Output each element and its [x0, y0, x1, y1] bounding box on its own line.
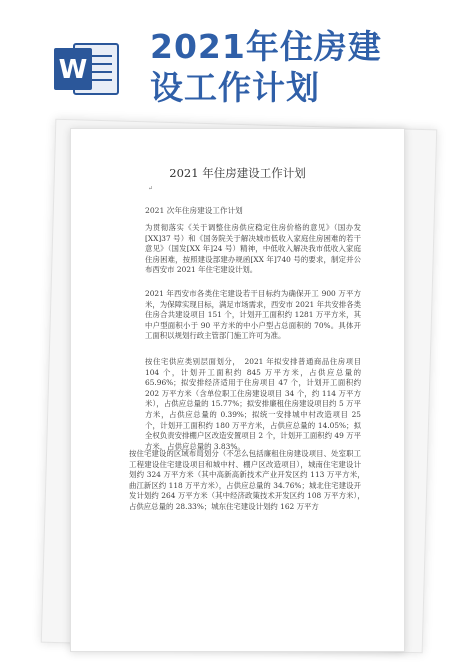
document-title: 2021 年住房建设工作计划 [169, 166, 306, 180]
banner-title [150, 26, 450, 108]
paragraph: 按住宅建设的区域布局划分（不怎么包括廉租住房建设项目、处室职工工程建设住宅建设项目和城中村、棚户区改造项目），城南住宅建设计划约 324 万平方米（其中高新高新技术产业开发区约 113 万平方米， 曲江新区约 118 万平方米），占供应总量的 34.76%；城北住宅建设开发计划约 264 万平方米（其中经济政策技术开发区约 108 万平方米）， 占供应总量的 28.33%；城东住宅建设计划约 162 万平方 [129, 449, 369, 511]
paragraph-mark-icon: ↵ [148, 185, 154, 192]
banner-title-line1: 2021年住房建 [150, 27, 382, 66]
paragraph: 按住宅供应类别层面划分， 2021 年拟安排普通商品住房项目 104 个，计划开工面积约 845 万平方米，占供应总量的 65.96%；拟安排经济适用于住房项目 47 个，计划开工面积约 202 万平方米（含单位职工住房建设项目 34 个，约 114 万平方米），占供应总量的 15.77%；拟安排廉租住房建设项目约 5 万平方米，占供应总量的 0.39%；拟统一安排城中村改造项目 25 个，计划开工面积约 180 万平方米，占供应总量的 14.05%；拟全权负责安排棚户区改造安置项目 2 个，计划开工面积约 49 万平方米，占供应总量的 3.83%。 [145, 357, 361, 451]
svg-text:W: W [58, 55, 88, 85]
paragraph: 2021 年西安市各类住宅建设若干目标约为确保开工 900 万平方米，为保障实现目标，满足市场需求，西安市 2021 年共安排各类住房合共建设项目 151 个，计划开工面积约 1281 万平方米，其中户型面积小于 90 平方米的中小户型占总面积的 70%。具体开工面积以规划行政主管部门施工许可为准。 [145, 289, 361, 341]
paragraph: 为贯彻落实《关于调整住房供应稳定住房价格的意见》（国办发[XX]37 号）和《国务院关于解决城市低收入家庭住房困难的若干意见》（国发[XX 年]24 号）精神，中低收入解决我市低收入家庭住房困难，按照建设部建办规函[XX 年]740 号的要求，制定并公布西安市 2021 年住宅建设计划。 [145, 223, 361, 275]
document-page [70, 128, 405, 652]
word-document-icon [54, 38, 120, 100]
document-subtitle: 2021 次年住房建设工作计划 [145, 206, 243, 215]
banner-title-line2: 设工作计划 [150, 68, 320, 107]
